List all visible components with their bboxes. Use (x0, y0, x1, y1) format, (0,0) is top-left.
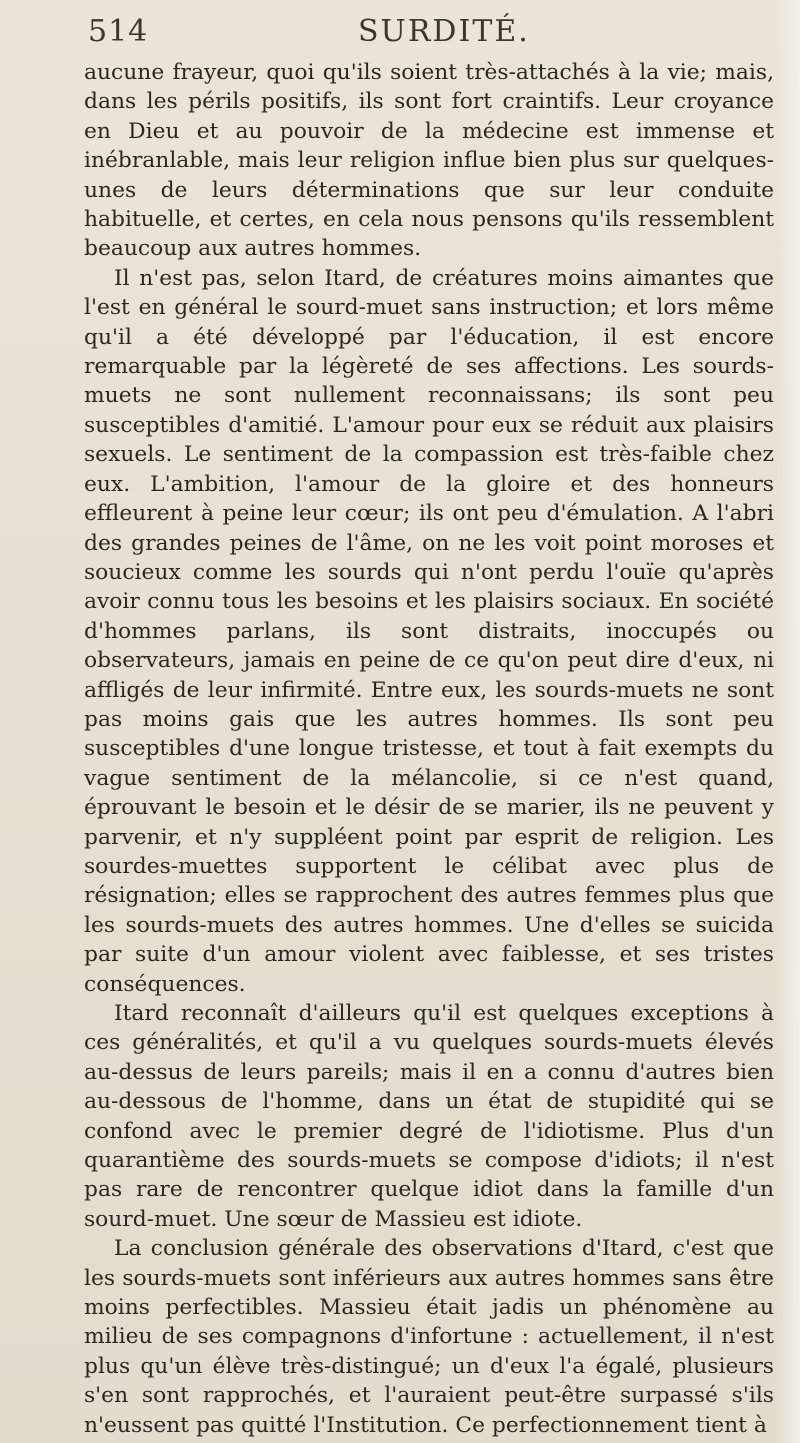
paragraph-2: Il n'est pas, selon Itard, de créatures moins aimantes que l'est en général le sourd-muet sans instruction; et lors même qu'il a été développé par l'éducation, il est encore remarquable par la légèreté de ses affections. Les sourds-muets ne sont nullement reconnaissans; ils sont peu susceptibles d'amitié. L'amour pour eux se réduit aux plaisirs sexuels. Le sentiment de la compassion est très-faible chez eux. L'ambition, l'amour de la gloire et des honneurs effleurent à peine leur cœur; ils ont peu d'émulation. A l'abri des grandes peines de l'âme, on ne les voit point moroses et soucieux comme les sourds qui n'ont perdu l'ouïe qu'après avoir connu tous les besoins et les plaisirs sociaux. En société d'hommes parlans, ils sont distraits, inoccupés ou observateurs, jamais en peine de ce qu'on peut dire d'eux, ni affligés de leur infirmité. Entre eux, les sourds-muets ne sont pas moins gais que les autres hommes. Ils sont peu susceptibles d'une longue tristesse, et tout à fait exempts du vague sentiment de la mélancolie, si ce n'est quand, éprouvant le besoin et le désir de se marier, ils ne peuvent y parvenir, et n'y suppléent point par esprit de religion. Les sourdes-muettes supportent le célibat avec plus de résignation; elles se rapprochent des autres femmes plus que les sourds-muets des autres hommes. Une d'elles se suicida par suite d'un amour violent avec faiblesse, et ses tristes conséquences. (84, 265, 774, 997)
paragraph-1: aucune frayeur, quoi qu'ils soient très-attachés à la vie; mais, dans les périls positifs, ils sont fort craintifs. Leur croyance en Dieu et au pouvoir de la médecine est immense et inébranlable, mais leur religion influe bien plus sur quelques-unes de leurs déterminations que sur leur conduite habituelle, et certes, en cela nous pensons qu'ils ressemblent beaucoup aux autres hommes. (84, 60, 774, 262)
paragraph-4: La conclusion générale des observations d'Itard, c'est que les sourds-muets sont inférieurs aux autres hommes sans être moins perfectibles. Massieu était jadis un phénomène au milieu de ses compagnons d'infortune : actuellement, il n'est plus qu'un élève très-distingué; un d'eux l'a égalé, plusieurs s'en sont rapprochés, et l'auraient peut-être surpassé s'ils n'eussent pas quitté l'Institution. Ce perfectionnement tient à (84, 1236, 774, 1438)
page-header (88, 14, 740, 54)
body-text (84, 58, 774, 1440)
page-number: 514 (88, 14, 149, 49)
paragraph-3: Itard reconnaît d'ailleurs qu'il est quelques exceptions à ces généralités, et qu'il a vu quelques sourds-muets élevés au-dessus de leurs pareils; mais il en a connu d'autres bien au-dessous de l'homme, dans un état de stupidité qui se confond avec le premier degré de l'idiotisme. Plus d'un quarantième des sourds-muets se compose d'idiots; il n'est pas rare de rencontrer quelque idiot dans la famille d'un sourd-muet. Une sœur de Massieu est idiote. (84, 1001, 774, 1232)
running-title: SURDITÉ. (358, 14, 530, 49)
